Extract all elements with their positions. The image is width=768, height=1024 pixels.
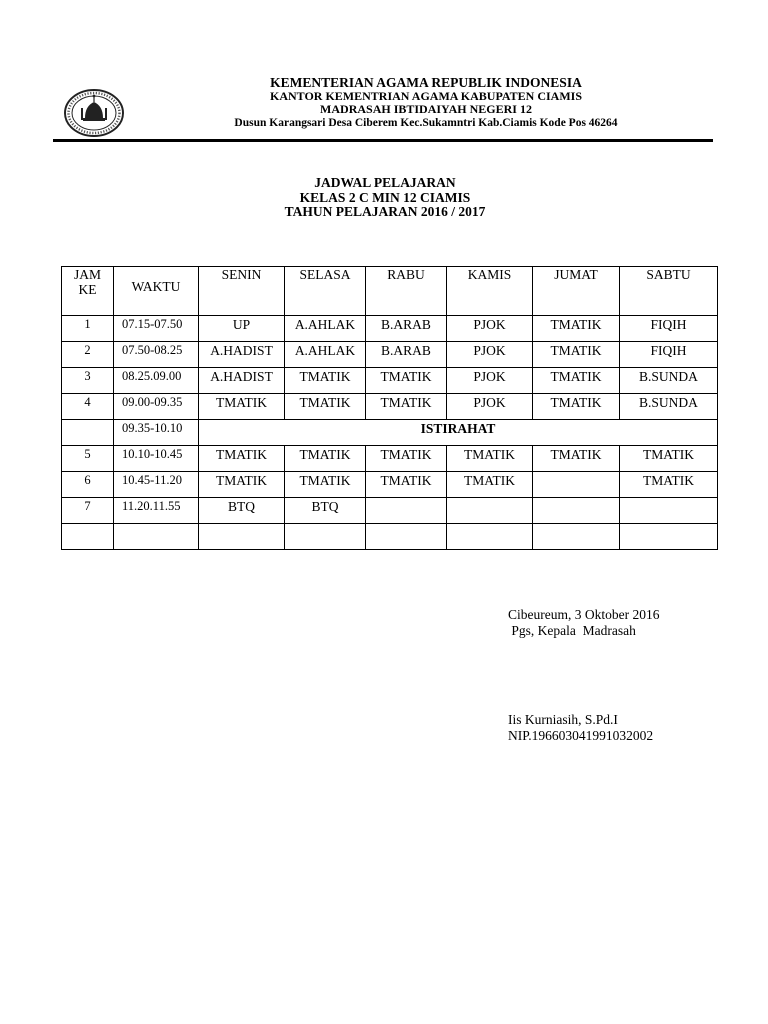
school-address: Dusun Karangsari Desa Ciberem Kec.Sukamntri Kab.Ciamis Kode Pos 46264 [234,116,618,129]
letterhead [200,76,652,130]
jam-cell: 1 [62,316,114,342]
school-name: MADRASAH IBTIDAIYAH NEGERI 12 [320,102,532,116]
table-row [62,446,718,472]
table-row [62,342,718,368]
empty-row [62,524,718,550]
jam-cell: 3 [62,368,114,394]
subject-cell: TMATIK [447,446,533,472]
waktu-cell: 09.35-10.10 [114,420,199,446]
empty-cell [447,524,533,550]
subject-cell [533,498,620,524]
empty-cell [62,524,114,550]
table-row [62,394,718,420]
subject-cell: TMATIK [533,316,620,342]
subject-cell: TMATIK [533,446,620,472]
title-line-3: TAHUN PELAJARAN 2016 / 2017 [284,204,486,219]
subject-cell [620,498,718,524]
subject-cell: TMATIK [366,368,447,394]
table-row [62,316,718,342]
subject-cell: BTQ [285,498,366,524]
break-row [62,420,718,446]
empty-cell [285,524,366,550]
subject-cell: TMATIK [533,342,620,368]
empty-cell [199,524,285,550]
subject-cell: TMATIK [285,394,366,420]
header-day: RABU [366,267,447,316]
header-day: SABTU [620,267,718,316]
subject-cell [533,472,620,498]
subject-cell: A.HADIST [199,342,285,368]
subject-cell [366,498,447,524]
subject-cell: UP [199,316,285,342]
title-line-2: KELAS 2 C MIN 12 CIAMIS [299,189,471,205]
break-label: ISTIRAHAT [199,420,718,446]
madrasah-emblem-logo [63,88,125,138]
empty-cell [366,524,447,550]
subject-cell: A.AHLAK [285,316,366,342]
subject-cell [447,498,533,524]
waktu-cell: 08.25.09.00 [114,368,199,394]
header-row [62,267,718,316]
header-day: KAMIS [447,267,533,316]
header-day: SENIN [199,267,285,316]
letterhead-divider [53,139,713,142]
table-row [62,368,718,394]
title-line-1: JADWAL PELAJARAN [314,175,456,190]
subject-cell: TMATIK [366,472,447,498]
waktu-cell: 10.45-11.20 [114,472,199,498]
subject-cell: PJOK [447,342,533,368]
office-name: KANTOR KEMENTRIAN AGAMA KABUPATEN CIAMIS [269,88,583,103]
signature-role: Pgs, Kepala Madrasah [508,623,636,638]
header-waktu: WAKTU [114,267,199,316]
header-day: SELASA [285,267,366,316]
signer-nip: NIP.196603041991032002 [508,728,654,743]
empty-cell [620,524,718,550]
subject-cell: TMATIK [199,472,285,498]
waktu-cell: 09.00-09.35 [114,394,199,420]
subject-cell: TMATIK [447,472,533,498]
subject-cell: B.ARAB [366,342,447,368]
subject-cell: TMATIK [285,446,366,472]
waktu-cell: 07.15-07.50 [114,316,199,342]
subject-cell: PJOK [447,394,533,420]
subject-cell: FIQIH [620,342,718,368]
waktu-cell: 10.10-10.45 [114,446,199,472]
jam-cell [62,420,114,446]
subject-cell: TMATIK [533,394,620,420]
signature-place-date: Cibeureum, 3 Oktober 2016 [508,607,660,622]
table-row [62,472,718,498]
subject-cell: B.SUNDA [620,394,718,420]
empty-cell [533,524,620,550]
subject-cell: B.ARAB [366,316,447,342]
schedule-table [61,266,718,550]
subject-cell: TMATIK [620,472,718,498]
subject-cell: TMATIK [366,446,447,472]
jam-cell: 6 [62,472,114,498]
jam-cell: 5 [62,446,114,472]
subject-cell: FIQIH [620,316,718,342]
ministry-name: KEMENTERIAN AGAMA REPUBLIK INDONESIA [270,75,582,90]
subject-cell: A.AHLAK [285,342,366,368]
waktu-cell: 07.50-08.25 [114,342,199,368]
subject-cell: TMATIK [366,394,447,420]
subject-cell: TMATIK [285,368,366,394]
jam-cell: 4 [62,394,114,420]
subject-cell: PJOK [447,316,533,342]
table-row [62,498,718,524]
document-title [200,176,570,220]
subject-cell: TMATIK [533,368,620,394]
subject-cell: TMATIK [285,472,366,498]
empty-cell [114,524,199,550]
subject-cell: B.SUNDA [620,368,718,394]
subject-cell: A.HADIST [199,368,285,394]
subject-cell: TMATIK [620,446,718,472]
subject-cell: BTQ [199,498,285,524]
header-jam-ke: JAM KE [62,267,114,316]
jam-cell: 7 [62,498,114,524]
header-day: JUMAT [533,267,620,316]
waktu-cell: 11.20.11.55 [114,498,199,524]
subject-cell: PJOK [447,368,533,394]
subject-cell: TMATIK [199,446,285,472]
subject-cell: TMATIK [199,394,285,420]
jam-cell: 2 [62,342,114,368]
signer-name: Iis Kurniasih, S.Pd.I [508,712,618,727]
